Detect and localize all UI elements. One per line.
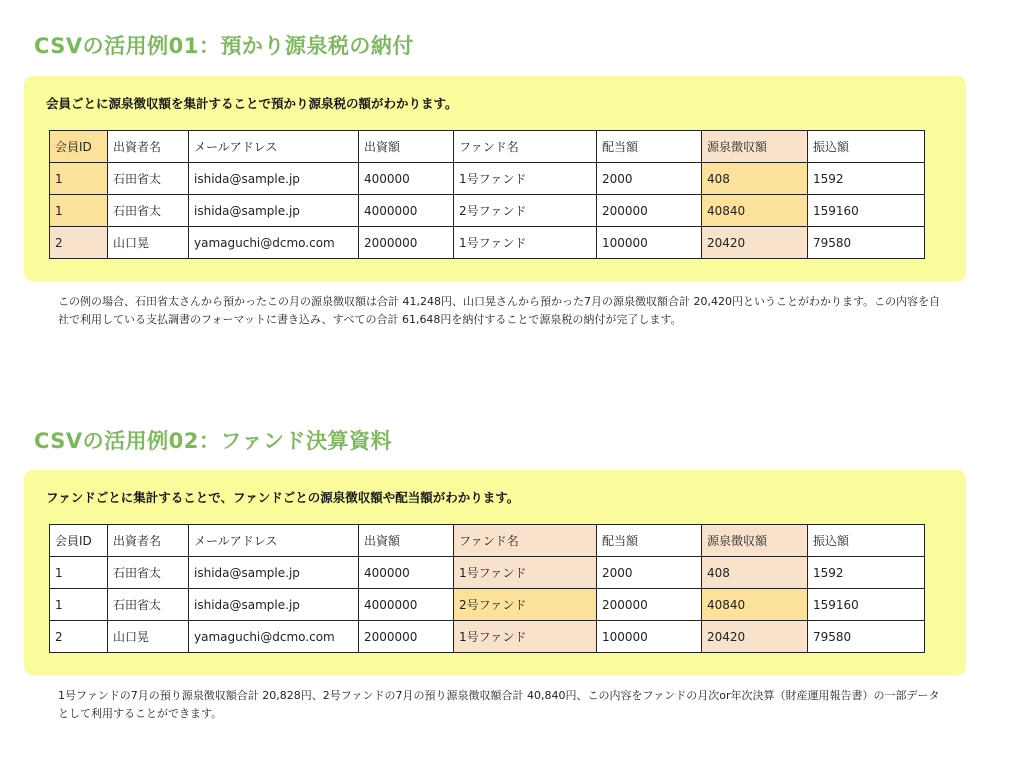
header-fund-name: ファンド名 bbox=[454, 131, 597, 163]
table-header-row bbox=[50, 131, 925, 163]
header-withholding: 源泉徴収額 bbox=[702, 131, 808, 163]
cell-email: ishida@sample.jp bbox=[189, 589, 359, 621]
table-row bbox=[50, 621, 925, 653]
cell-member-id: 1 bbox=[50, 589, 108, 621]
cell-investor-name: 石田省太 bbox=[108, 163, 189, 195]
cell-fund-name: 2号ファンド bbox=[454, 589, 597, 621]
header-transfer: 振込額 bbox=[808, 131, 925, 163]
cell-dividend: 200000 bbox=[597, 195, 702, 227]
cell-member-id: 1 bbox=[50, 163, 108, 195]
header-email: メールアドレス bbox=[189, 131, 359, 163]
cell-dividend: 200000 bbox=[597, 589, 702, 621]
header-member-id: 会員ID bbox=[50, 525, 108, 557]
cell-transfer: 79580 bbox=[808, 227, 925, 259]
cell-investment: 2000000 bbox=[359, 621, 454, 653]
cell-withholding: 20420 bbox=[702, 227, 808, 259]
cell-member-id: 1 bbox=[50, 557, 108, 589]
cell-dividend: 2000 bbox=[597, 557, 702, 589]
cell-investment: 2000000 bbox=[359, 227, 454, 259]
header-dividend: 配当額 bbox=[597, 131, 702, 163]
cell-investment: 400000 bbox=[359, 557, 454, 589]
table-header-row bbox=[50, 525, 925, 557]
cell-investment: 4000000 bbox=[359, 195, 454, 227]
cell-email: yamaguchi@dcmo.com bbox=[189, 621, 359, 653]
cell-transfer: 159160 bbox=[808, 589, 925, 621]
section1-note: この例の場合、石田省太さんから預かったこの月の源泉徴収額は合計 41,248円、山口晃さんから預かった7月の源泉徴収額合計 20,420円ということがわかります。この内容を自社で利用している支払調書のフォーマットに書き込み、すべての合計 61,648円を納付することで源泉税の納付が完了します。 bbox=[58, 295, 941, 326]
header-investment: 出資額 bbox=[359, 131, 454, 163]
header-investor-name: 出資者名 bbox=[108, 131, 189, 163]
cell-dividend: 2000 bbox=[597, 163, 702, 195]
header-investor-name: 出資者名 bbox=[108, 525, 189, 557]
header-withholding: 源泉徴収額 bbox=[702, 525, 808, 557]
cell-member-id: 2 bbox=[50, 227, 108, 259]
cell-member-id: 2 bbox=[50, 621, 108, 653]
section2-lead: ファンドごとに集計することで、ファンドごとの源泉徴収額や配当額がわかります。 bbox=[46, 490, 520, 505]
table-row bbox=[50, 227, 925, 259]
cell-fund-name: 2号ファンド bbox=[454, 195, 597, 227]
section1-table bbox=[49, 130, 925, 259]
table-row bbox=[50, 195, 925, 227]
cell-dividend: 100000 bbox=[597, 621, 702, 653]
cell-withholding: 408 bbox=[702, 163, 808, 195]
section2-panel bbox=[24, 470, 966, 675]
header-dividend: 配当額 bbox=[597, 525, 702, 557]
table-row bbox=[50, 557, 925, 589]
cell-dividend: 100000 bbox=[597, 227, 702, 259]
section2-title: CSVの活用例02：ファンド決算資料 bbox=[34, 429, 392, 453]
section1-title: CSVの活用例01：預かり源泉税の納付 bbox=[34, 34, 414, 58]
cell-withholding: 40840 bbox=[702, 589, 808, 621]
cell-email: ishida@sample.jp bbox=[189, 557, 359, 589]
section2-note: 1号ファンドの7月の預り源泉徴収額合計 20,828円、2号ファンドの7月の預り源泉徴収額合計 40,840円、この内容をファンドの月次or年次決算（財産運用報告書）の一部データとして利用することができます。 bbox=[58, 689, 940, 720]
cell-transfer: 1592 bbox=[808, 557, 925, 589]
cell-investor-name: 石田省太 bbox=[108, 589, 189, 621]
header-fund-name: ファンド名 bbox=[454, 525, 597, 557]
cell-transfer: 159160 bbox=[808, 195, 925, 227]
header-transfer: 振込額 bbox=[808, 525, 925, 557]
header-member-id: 会員ID bbox=[50, 131, 108, 163]
section1-lead: 会員ごとに源泉徴収額を集計することで預かり源泉税の額がわかります。 bbox=[46, 96, 458, 111]
cell-withholding: 40840 bbox=[702, 195, 808, 227]
cell-investor-name: 山口晃 bbox=[108, 227, 189, 259]
table-row bbox=[50, 589, 925, 621]
cell-investor-name: 石田省太 bbox=[108, 557, 189, 589]
section2-table bbox=[49, 524, 925, 653]
cell-withholding: 20420 bbox=[702, 621, 808, 653]
header-email: メールアドレス bbox=[189, 525, 359, 557]
cell-fund-name: 1号ファンド bbox=[454, 227, 597, 259]
cell-email: ishida@sample.jp bbox=[189, 195, 359, 227]
section1-panel bbox=[24, 76, 966, 281]
cell-email: ishida@sample.jp bbox=[189, 163, 359, 195]
cell-investor-name: 石田省太 bbox=[108, 195, 189, 227]
cell-investor-name: 山口晃 bbox=[108, 621, 189, 653]
cell-investment: 400000 bbox=[359, 163, 454, 195]
cell-email: yamaguchi@dcmo.com bbox=[189, 227, 359, 259]
cell-investment: 4000000 bbox=[359, 589, 454, 621]
table-row bbox=[50, 163, 925, 195]
cell-withholding: 408 bbox=[702, 557, 808, 589]
cell-member-id: 1 bbox=[50, 195, 108, 227]
cell-fund-name: 1号ファンド bbox=[454, 557, 597, 589]
cell-transfer: 1592 bbox=[808, 163, 925, 195]
header-investment: 出資額 bbox=[359, 525, 454, 557]
cell-fund-name: 1号ファンド bbox=[454, 621, 597, 653]
cell-transfer: 79580 bbox=[808, 621, 925, 653]
cell-fund-name: 1号ファンド bbox=[454, 163, 597, 195]
